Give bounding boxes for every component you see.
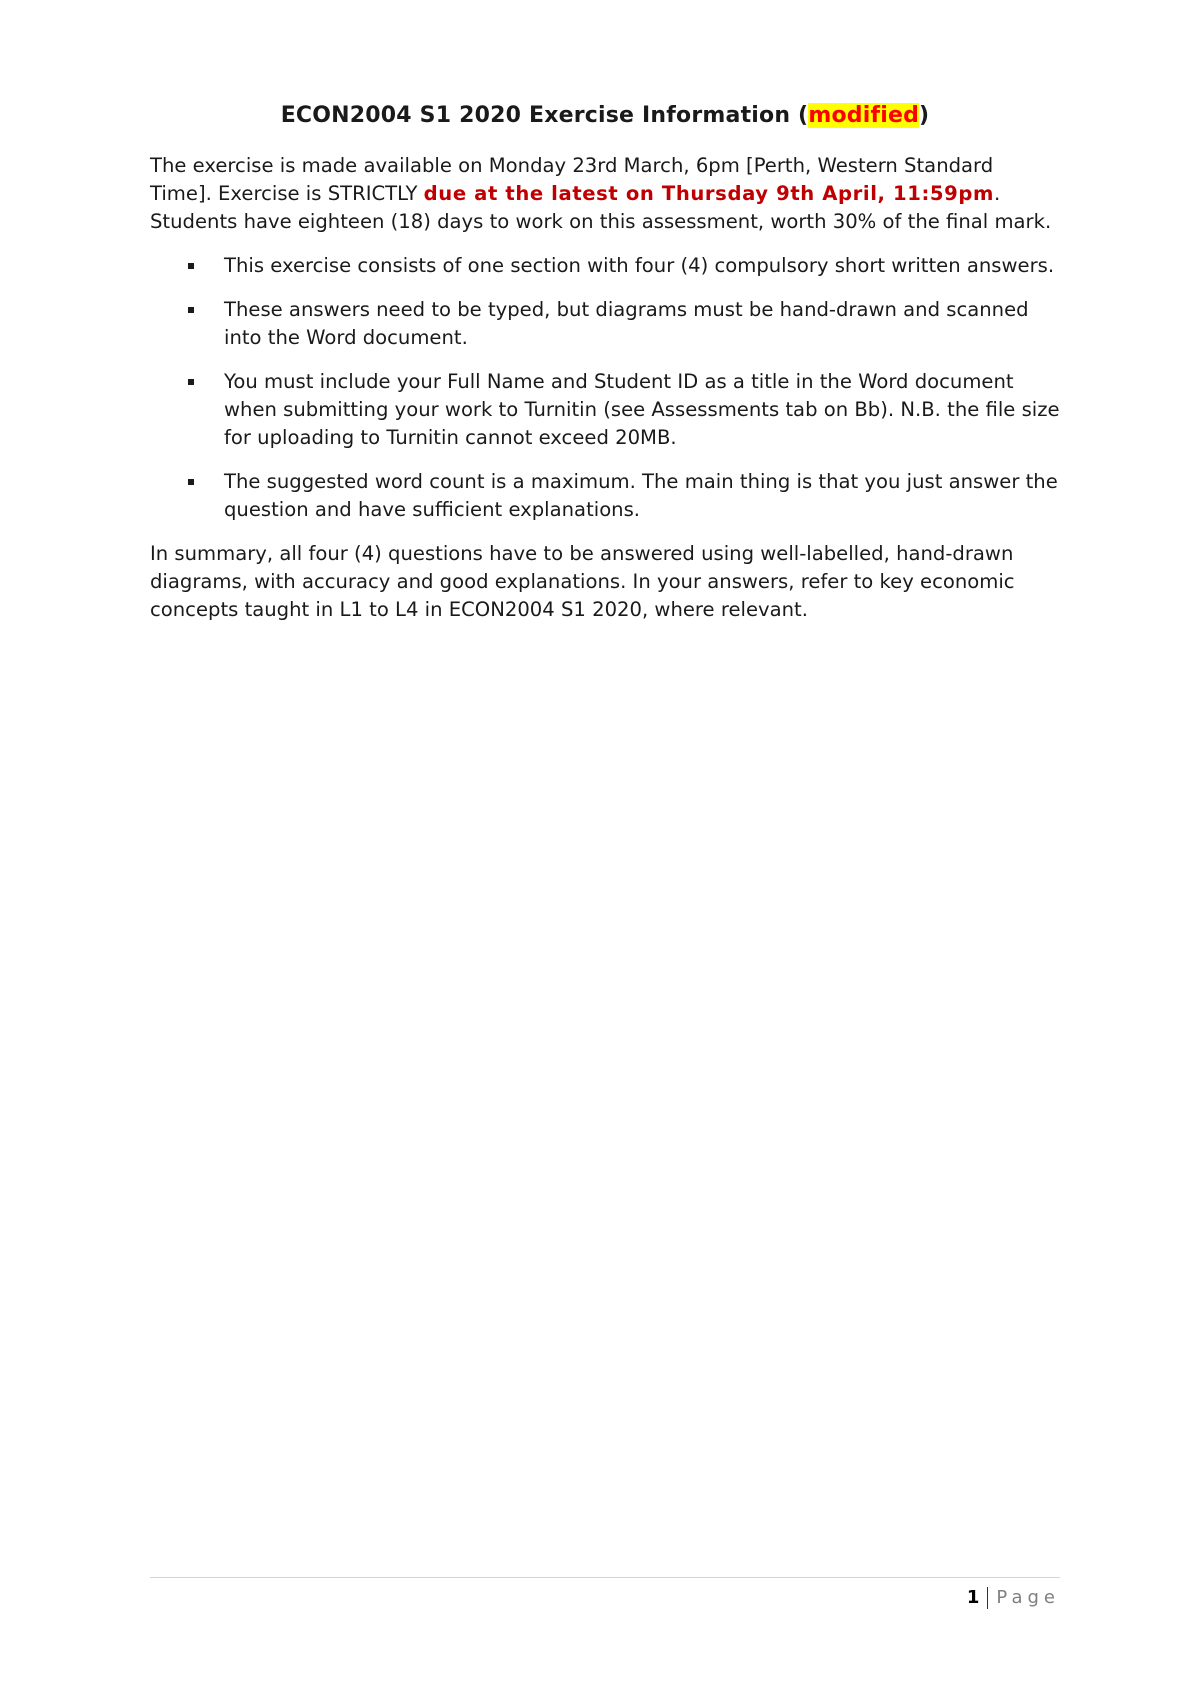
intro-text-1: The exercise is made available on Monday 23rd March, 6pm [Perth, Western Standard Time]. Exercise is STRICTLY bbox=[150, 154, 994, 205]
footer-divider bbox=[150, 1577, 1060, 1578]
title-suffix: ) bbox=[919, 103, 930, 128]
square-bullet-icon bbox=[188, 307, 194, 313]
intro-paragraph bbox=[150, 152, 1060, 236]
list-item-text: These answers need to be typed, but diagrams must be hand-drawn and scanned into the Word document. bbox=[224, 298, 1029, 349]
summary-paragraph: In summary, all four (4) questions have to be answered using well-labelled, hand-drawn diagrams, with accuracy and good explanations. In your answers, refer to key economic concepts taught in L1 to L4 in ECON2004 S1 2020, where relevant. bbox=[150, 542, 1015, 621]
list-item-text: This exercise consists of one section with four (4) compulsory short written answers. bbox=[224, 254, 1055, 277]
list-item-text: The suggested word count is a maximum. The main thing is that you just answer the question and have sufficient explanations. bbox=[224, 470, 1058, 521]
list-item bbox=[150, 252, 1060, 280]
list-item bbox=[150, 468, 1060, 524]
page-number: 1 bbox=[966, 1587, 980, 1608]
square-bullet-icon bbox=[188, 263, 194, 269]
list-item-text: You must include your Full Name and Student ID as a title in the Word document when submitting your work to Turnitin (see Assessments tab on Bb). N.B. the file size for uploading to Turnitin cannot exceed 20MB. bbox=[224, 370, 1060, 449]
list-item bbox=[150, 296, 1060, 352]
title-prefix: ECON2004 S1 2020 Exercise Information ( bbox=[280, 103, 809, 128]
square-bullet-icon bbox=[188, 479, 194, 485]
page-footer bbox=[967, 1586, 1060, 1610]
instructions-list bbox=[150, 252, 1060, 524]
intro-text-2: . Students have eighteen (18) days to work on this assessment, worth 30% of the final mark. bbox=[150, 182, 1052, 233]
list-item bbox=[150, 368, 1060, 452]
document-title bbox=[150, 100, 1060, 132]
square-bullet-icon bbox=[188, 379, 194, 385]
page-label: Page bbox=[996, 1587, 1060, 1608]
due-date-text: due at the latest on Thursday 9th April, 11:59pm bbox=[423, 182, 995, 205]
document-page bbox=[150, 100, 1060, 624]
footer-separator bbox=[987, 1587, 988, 1609]
title-highlight-modified: modified bbox=[808, 103, 920, 128]
